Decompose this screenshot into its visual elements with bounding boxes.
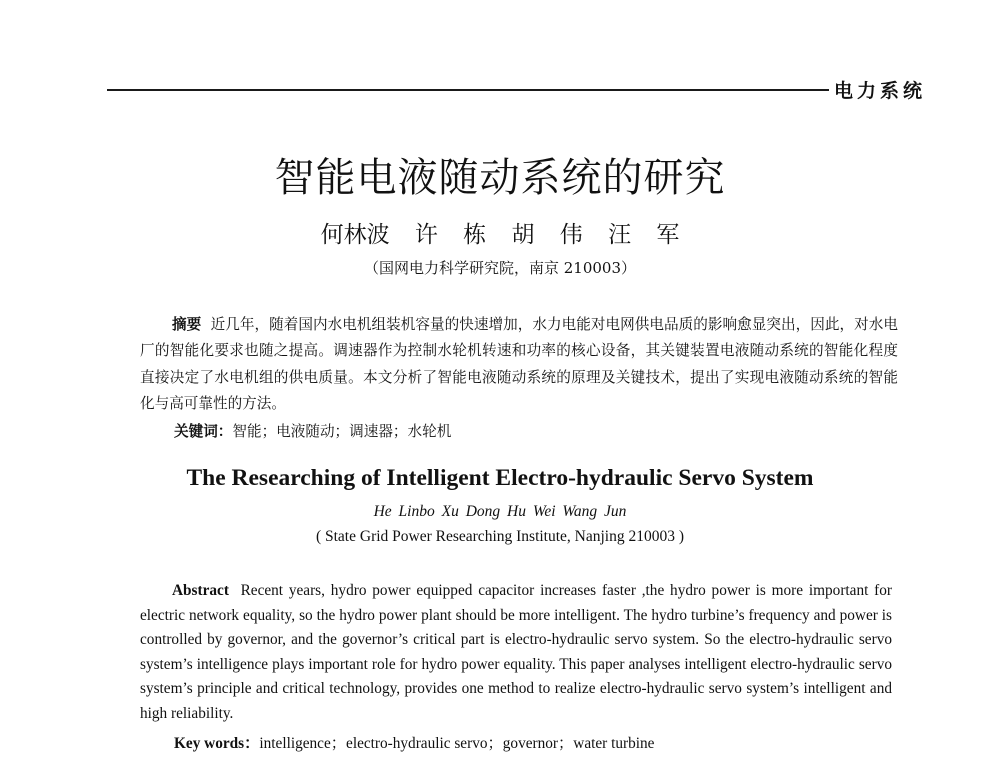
en-keywords-label: Key words： — [174, 735, 260, 752]
section-label: 电力系统 — [834, 80, 927, 102]
cn-keywords-text: 智能；电液随动；调速器；水轮机 — [232, 423, 452, 440]
cn-affiliation: （国网电力科学研究院，南京 210003） — [363, 259, 637, 277]
en-title: The Researching of Intelligent Electro-hydraulic Servo System — [186, 465, 814, 491]
cn-title: 智能电液随动系统的研究 — [274, 155, 726, 201]
cn-keywords — [174, 420, 451, 441]
cn-authors: 何林波 许 栋 胡 伟 汪 军 — [320, 222, 680, 248]
cn-abstract-text: 近几年，随着国内水电机组装机容量的快速增加，水力电能对电网供电品质的影响愈显突出，因此，对水电厂的智能化要求也随之提高。调速器作为控制水轮机转速和功率的核心设备，其关键装置电液随动系统的智能化程度直接决定了水电机组的供电质量。本文分析了智能电液随动系统的原理及关键技术，提出了实现电液随动系统的智能化与高可靠性的方法。 — [140, 316, 898, 412]
en-keywords — [174, 731, 654, 753]
en-abstract-label: Abstract — [172, 582, 229, 599]
header-rule — [107, 89, 829, 91]
en-affiliation: ( State Grid Power Researching Institute, Nanjing 210003 ) — [315, 528, 685, 545]
cn-abstract — [140, 312, 898, 417]
en-keywords-text: intelligence；electro-hydraulic servo；governor；water turbine — [259, 735, 655, 752]
cn-abstract-label: 摘要 — [172, 316, 202, 333]
cn-keywords-label: 关键词： — [174, 423, 233, 440]
en-authors: He Linbo Xu Dong Hu Wei Wang Jun — [373, 503, 627, 520]
en-abstract — [140, 579, 892, 726]
en-abstract-text: Recent years, hydro power equipped capacitor increases faster ,the hydro power is more important for electric network equality, so the hydro power plant should be more intelligent. The hydro turbine’s frequency and power is controlled by governor, and the governor’s critical part is electro-hydraulic servo system. So the electro-hydraulic servo system’s intelligence plays important role for hydro power equality. This paper analyses intelligent electro-hydraulic servo system’s principle and critical technology, provides one method to realize electro-hydraulic servo system’s intelligent and high reliability. — [140, 582, 892, 722]
